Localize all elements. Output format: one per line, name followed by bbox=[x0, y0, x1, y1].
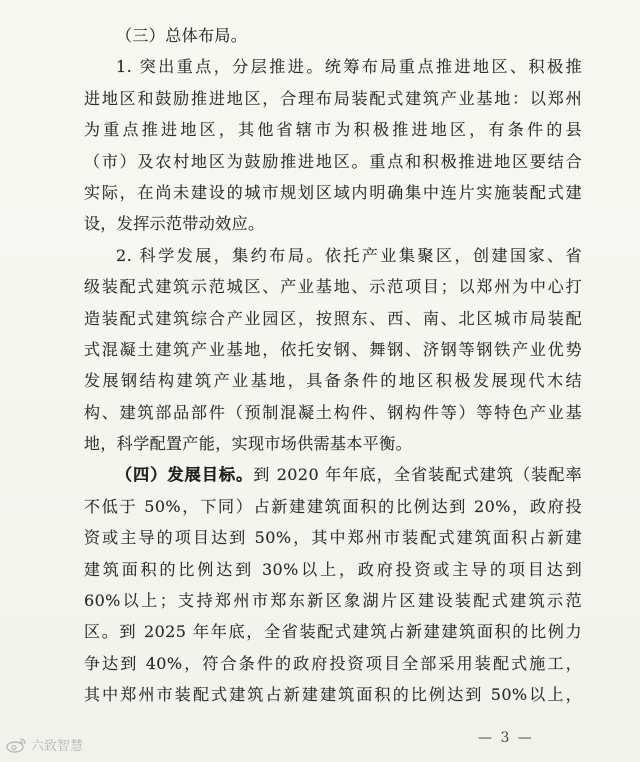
line-text: 级装配式建筑示范城区、产业基地、示范项目；以郑州为中心打 bbox=[84, 277, 582, 297]
line-text: 实际，在尚未建设的城市规划区域内明确集中连片实施装配式建 bbox=[84, 182, 582, 202]
line-text: 不低于 50%，下同）占新建建筑面积的比例达到 20%，政府投 bbox=[84, 496, 582, 516]
text-line bbox=[84, 585, 582, 616]
line-text: 构、建筑部品部件（预制混凝土构件、钢构件等）等特色产业基 bbox=[84, 402, 582, 422]
line-text: 到 2020 年年底，全省装配式建筑（装配率 bbox=[253, 465, 582, 485]
line-text: 争达到 40%，符合条件的政府投资项目全部采用装配式施工， bbox=[84, 653, 582, 673]
text-line bbox=[84, 397, 582, 428]
text-line bbox=[84, 459, 582, 490]
line-text: 2. 科学发展，集约布局。依托产业集聚区，创建国家、省 bbox=[116, 245, 582, 265]
section-heading: （四）发展目标。 bbox=[116, 465, 254, 485]
line-text: （三）总体布局。 bbox=[116, 26, 248, 45]
text-line bbox=[84, 522, 582, 553]
watermark-text: 六致智慧 bbox=[31, 739, 84, 754]
line-text: 造装配式建筑综合产业园区，按照东、西、南、北区城市局装配 bbox=[84, 308, 582, 328]
watermark bbox=[6, 735, 83, 754]
text-line bbox=[84, 240, 582, 271]
text-line bbox=[84, 428, 582, 459]
line-text: 资或主导的项目达到 50%，其中郑州市装配式建筑面积占新建 bbox=[84, 528, 582, 548]
line-text: 区。到 2025 年年底，全省装配式建筑占新建建筑面积的比例力 bbox=[84, 622, 582, 642]
text-line bbox=[84, 491, 582, 522]
text-line bbox=[84, 271, 582, 302]
line-text: （市）及农村地区为鼓励推进地区。重点和积极推进地区要结合 bbox=[84, 151, 582, 171]
line-text: 其中郑州市装配式建筑占新建建筑面积的比例达到 50%以上， bbox=[84, 685, 582, 705]
line-text: 建筑面积的比例达到 30%以上，政府投资或主导的项目达到 bbox=[84, 559, 582, 579]
text-line bbox=[84, 114, 582, 145]
page-number: — 3 — bbox=[478, 730, 534, 746]
text-line bbox=[84, 303, 582, 334]
text-line bbox=[84, 146, 582, 177]
text-line bbox=[84, 20, 582, 51]
text-line bbox=[84, 177, 582, 208]
text-line bbox=[84, 679, 582, 710]
line-text: 为重点推进地区，其他省辖市为积极推进地区，有条件的县 bbox=[84, 120, 582, 140]
text-line bbox=[84, 365, 582, 396]
text-line bbox=[84, 554, 582, 585]
text-line bbox=[84, 83, 582, 114]
line-text: 设，发挥示范带动效应。 bbox=[84, 214, 265, 234]
text-line bbox=[84, 51, 582, 82]
text-line bbox=[84, 208, 582, 239]
line-text: 式混凝土建筑产业基地，依托安钢、舞钢、济钢等钢铁产业优势 bbox=[84, 339, 582, 359]
line-text: 60%以上；支持郑州市郑东新区象湖片区建设装配式建筑示范 bbox=[84, 591, 582, 611]
line-text: 发展钢结构建筑产业基地，具备条件的地区积极发展现代木结 bbox=[84, 371, 582, 391]
weibo-logo-icon bbox=[6, 737, 28, 753]
line-text: 进地区和鼓励推进地区，合理布局装配式建筑产业基地：以郑州 bbox=[84, 88, 582, 108]
text-line bbox=[84, 648, 582, 679]
line-text: 地，科学配置产能，实现市场供需基本平衡。 bbox=[84, 434, 413, 454]
text-line bbox=[84, 334, 582, 365]
line-text: 1. 突出重点，分层推进。统筹布局重点推进地区、积极推 bbox=[116, 57, 582, 77]
text-line bbox=[84, 616, 582, 647]
document-body bbox=[84, 20, 582, 711]
